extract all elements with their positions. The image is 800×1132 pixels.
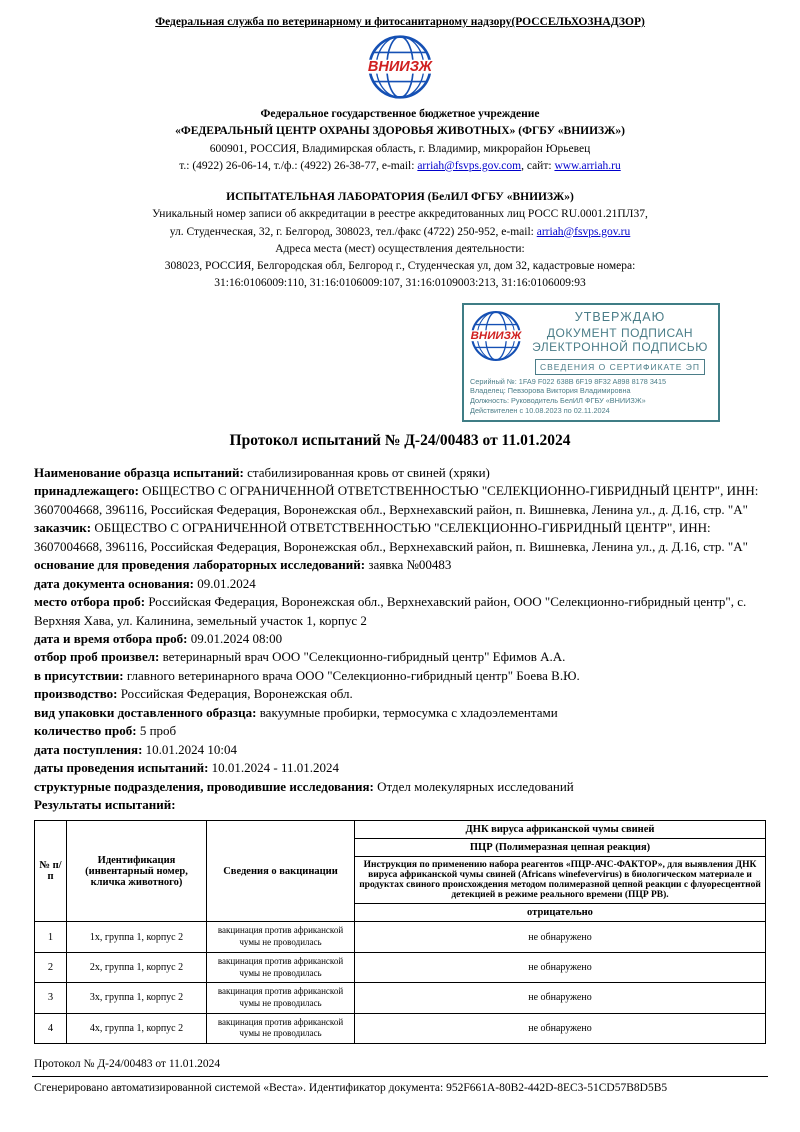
table-row bbox=[35, 983, 766, 1013]
col-header-identification: Идентификация (инвентарный номер, кличка животного) bbox=[67, 821, 207, 922]
cell-identification: 1х, группа 1, корпус 2 bbox=[67, 922, 207, 952]
col-header-test-name: ДНК вируса африканской чумы свиней bbox=[355, 821, 766, 839]
field-sample-name: Наименование образца испытаний: стабилизированная кровь от свиней (хряки) bbox=[34, 464, 490, 480]
stamp-signed-line2: ЭЛЕКТРОННОЙ ПОДПИСЬЮ bbox=[532, 339, 708, 354]
stamp-logo-text: ВНИИЗЖ bbox=[470, 329, 522, 342]
field-received-date: дата поступления: 10.01.2024 10:04 bbox=[34, 741, 238, 757]
contacts-mid: , сайт: bbox=[521, 159, 555, 172]
vniizh-logo bbox=[34, 34, 766, 100]
field-departments: структурные подразделения, проводившие исследования: Отдел молекулярных исследований bbox=[34, 778, 574, 794]
cell-result: не обнаружено bbox=[355, 952, 766, 982]
site-link[interactable]: www.arriah.ru bbox=[554, 159, 621, 172]
col-header-vaccination: Сведения о вакцинации bbox=[207, 821, 355, 922]
col-header-norm: отрицательно bbox=[355, 904, 766, 922]
field-customer: заказчик: ОБЩЕСТВО С ОГРАНИЧЕННОЙ ОТВЕТСТВЕННОСТЬЮ "СЕЛЕКЦИОННО-ГИБРИДНЫЙ ЦЕНТР", ИНН: 3607004668, 396116, Российская Федерация, Воронежская обл., Верхнехавский район, п. Вишневка, Ленина ул., д. Д.16, стр. "А" bbox=[34, 520, 748, 554]
cell-identification: 3х, группа 1, корпус 2 bbox=[67, 983, 207, 1013]
lab-email-link[interactable]: arriah@fsvps.gov.ru bbox=[536, 225, 631, 238]
protocol-title: Протокол испытаний № Д-24/00483 от 11.01.2024 bbox=[229, 431, 571, 449]
footer-protocol-number: Протокол № Д-24/00483 от 11.01.2024 bbox=[34, 1057, 221, 1070]
footer-divider bbox=[32, 1076, 768, 1077]
org-name: «ФЕДЕРАЛЬНЫЙ ЦЕНТР ОХРАНЫ ЗДОРОВЬЯ ЖИВОТНЫХ» (ФГБУ «ВНИИЗЖ») bbox=[175, 125, 625, 138]
stamp-cert-box: СВЕДЕНИЯ О СЕРТИФИКАТЕ ЭП bbox=[535, 359, 705, 375]
footer-generated-by: Сгенерировано автоматизированной системой «Веста». Идентификатор документа: 952F661A-80B2-442D-8EC3-51CD57B8D5B5 bbox=[34, 1081, 668, 1094]
col-header-num: № п/п bbox=[35, 821, 67, 922]
col-header-method: Инструкция по применению набора реагентов «ПЦР-АЧС-ФАКТОР», для выявления ДНК вируса африканской чумы свиней (Africans winefevervirus) в биологическом материале и продуктах свиного происхождения методом полимеразной цепной реакции с флуоресцентной детекцией в режиме реального времени (ПЦР РВ). bbox=[355, 857, 766, 904]
field-owner: принадлежащего: ОБЩЕСТВО С ОГРАНИЧЕННОЙ ОТВЕТСТВЕННОСТЬЮ "СЕЛЕКЦИОННО-ГИБРИДНЫЙ ЦЕНТР", ИНН: 3607004668, 396116, Российская Федерация, Воронежская обл., Верхнехавский район, п. Вишневка, Ленина ул., д. Д.16, стр. "А" bbox=[34, 483, 759, 517]
cell-vaccination: вакцинация против африканской чумы не проводилась bbox=[207, 1013, 355, 1043]
field-sampling-place: место отбора проб: Российская Федерация, Воронежская обл., Верхнехавский район, ООО "Селекционно-гибридный центр", с. Верхняя Хава, ул. Калинина, земельный участок 1, корпус 2 bbox=[34, 594, 747, 628]
cell-identification: 2х, группа 1, корпус 2 bbox=[67, 952, 207, 982]
field-witnessed-by: в присутствии: главного ветеринарного врача ООО "Селекционно-гибридный центр" Боева В.Ю. bbox=[34, 667, 580, 683]
activity-address-1: 308023, РОССИЯ, Белгородская обл, Белгород г., Студенческая ул, дом 32, кадастровые номера: bbox=[164, 260, 636, 272]
lab-contacts-prefix: ул. Студенческая, 32, г. Белгород, 308023, тел./факс (4722) 250-952, e-mail: bbox=[169, 225, 537, 238]
field-testing-dates: даты проведения испытаний: 10.01.2024 - 11.01.2024 bbox=[34, 760, 340, 776]
cell-num: 1 bbox=[35, 922, 67, 952]
email-link[interactable]: arriah@fsvps.gov.com bbox=[417, 159, 522, 172]
field-sample-count: количество проб: 5 проб bbox=[34, 723, 177, 739]
stamp-approve: УТВЕРЖДАЮ bbox=[574, 309, 666, 324]
accreditation-line: Уникальный номер записи об аккредитации в реестре аккредитованных лиц РОСС RU.0001.21ПЛ37, bbox=[152, 208, 648, 221]
document-page bbox=[34, 16, 766, 1094]
lab-title: ИСПЫТАТЕЛЬНАЯ ЛАБОРАТОРИЯ (БелИЛ ФГБУ «ВНИИЗЖ») bbox=[226, 191, 574, 203]
field-packaging: вид упаковки доставленного образца: вакуумные пробирки, термосумка с хладоэлементами bbox=[34, 704, 558, 720]
contacts-prefix: т.: (4922) 26-06-14, т./ф.: (4922) 26-38-77, e-mail: bbox=[179, 159, 418, 172]
field-sampling-datetime: дата и время отбора проб: 09.01.2024 08:00 bbox=[34, 630, 283, 646]
document-footer bbox=[34, 1058, 766, 1094]
org-type: Федеральное государственное бюджетное учреждение bbox=[260, 108, 540, 120]
stamp-signed-line1: ДОКУМЕНТ ПОДПИСАН bbox=[546, 325, 694, 340]
cell-identification: 4х, группа 1, корпус 2 bbox=[67, 1013, 207, 1043]
field-results-heading: Результаты испытаний: bbox=[34, 797, 176, 813]
lab-contacts bbox=[34, 224, 766, 241]
stamp-owner: Владелец: Певзорова Виктория Владимировна bbox=[470, 386, 631, 396]
field-basis-date: дата документа основания: 09.01.2024 bbox=[34, 575, 256, 591]
logo-text: ВНИИЗЖ bbox=[367, 58, 433, 75]
cell-num: 3 bbox=[35, 983, 67, 1013]
cell-vaccination: вакцинация против африканской чумы не проводилась bbox=[207, 922, 355, 952]
org-address: 600901, РОССИЯ, Владимирская область, г. Владимир, микрорайон Юрьевец bbox=[209, 142, 591, 155]
stamp-serial: Серийный №: 1FA9 F022 638B 6F19 8F32 A898 8178 3415 bbox=[470, 376, 667, 386]
field-production: производство: Российская Федерация, Воронежская обл. bbox=[34, 686, 353, 702]
cell-num: 4 bbox=[35, 1013, 67, 1043]
cell-vaccination: вакцинация против африканской чумы не проводилась bbox=[207, 952, 355, 982]
cell-vaccination: вакцинация против африканской чумы не проводилась bbox=[207, 983, 355, 1013]
col-header-test-type: ПЦР (Полимеразная цепная реакция) bbox=[355, 839, 766, 857]
cell-result: не обнаружено bbox=[355, 1013, 766, 1043]
signature-stamp bbox=[462, 303, 720, 422]
protocol-fields bbox=[34, 464, 766, 815]
agency-name: Федеральная служба по ветеринарному и фитосанитарному надзору(РОССЕЛЬХОЗНАДЗОР) bbox=[155, 16, 645, 28]
globe-icon bbox=[367, 34, 433, 100]
stamp-globe-icon bbox=[470, 310, 522, 362]
stamp-logo bbox=[470, 310, 522, 365]
results-table bbox=[34, 820, 766, 1044]
field-basis: основание для проведения лабораторных исследований: заявка №00483 bbox=[34, 557, 452, 573]
activity-addresses-label: Адреса места (мест) осуществления деятельности: bbox=[275, 242, 525, 255]
cell-result: не обнаружено bbox=[355, 983, 766, 1013]
stamp-position: Должность: Руководитель БелИЛ ФГБУ «ВНИИЗЖ» bbox=[470, 396, 646, 406]
table-row bbox=[35, 952, 766, 982]
activity-address-2: 31:16:0106009:110, 31:16:0106009:107, 31:16:0109003:213, 31:16:0106009:93 bbox=[214, 277, 586, 290]
cell-result: не обнаружено bbox=[355, 922, 766, 952]
cell-num: 2 bbox=[35, 952, 67, 982]
stamp-validity: Действителен с 10.08.2023 по 02.11.2024 bbox=[470, 406, 610, 416]
signature-stamp-wrap bbox=[34, 303, 720, 422]
table-header-row-1 bbox=[35, 821, 766, 839]
table-row bbox=[35, 1013, 766, 1043]
org-contacts bbox=[34, 158, 766, 175]
table-row bbox=[35, 922, 766, 952]
field-sampled-by: отбор проб произвел: ветеринарный врач ООО "Селекционно-гибридный центр" Ефимов А.А. bbox=[34, 649, 566, 665]
